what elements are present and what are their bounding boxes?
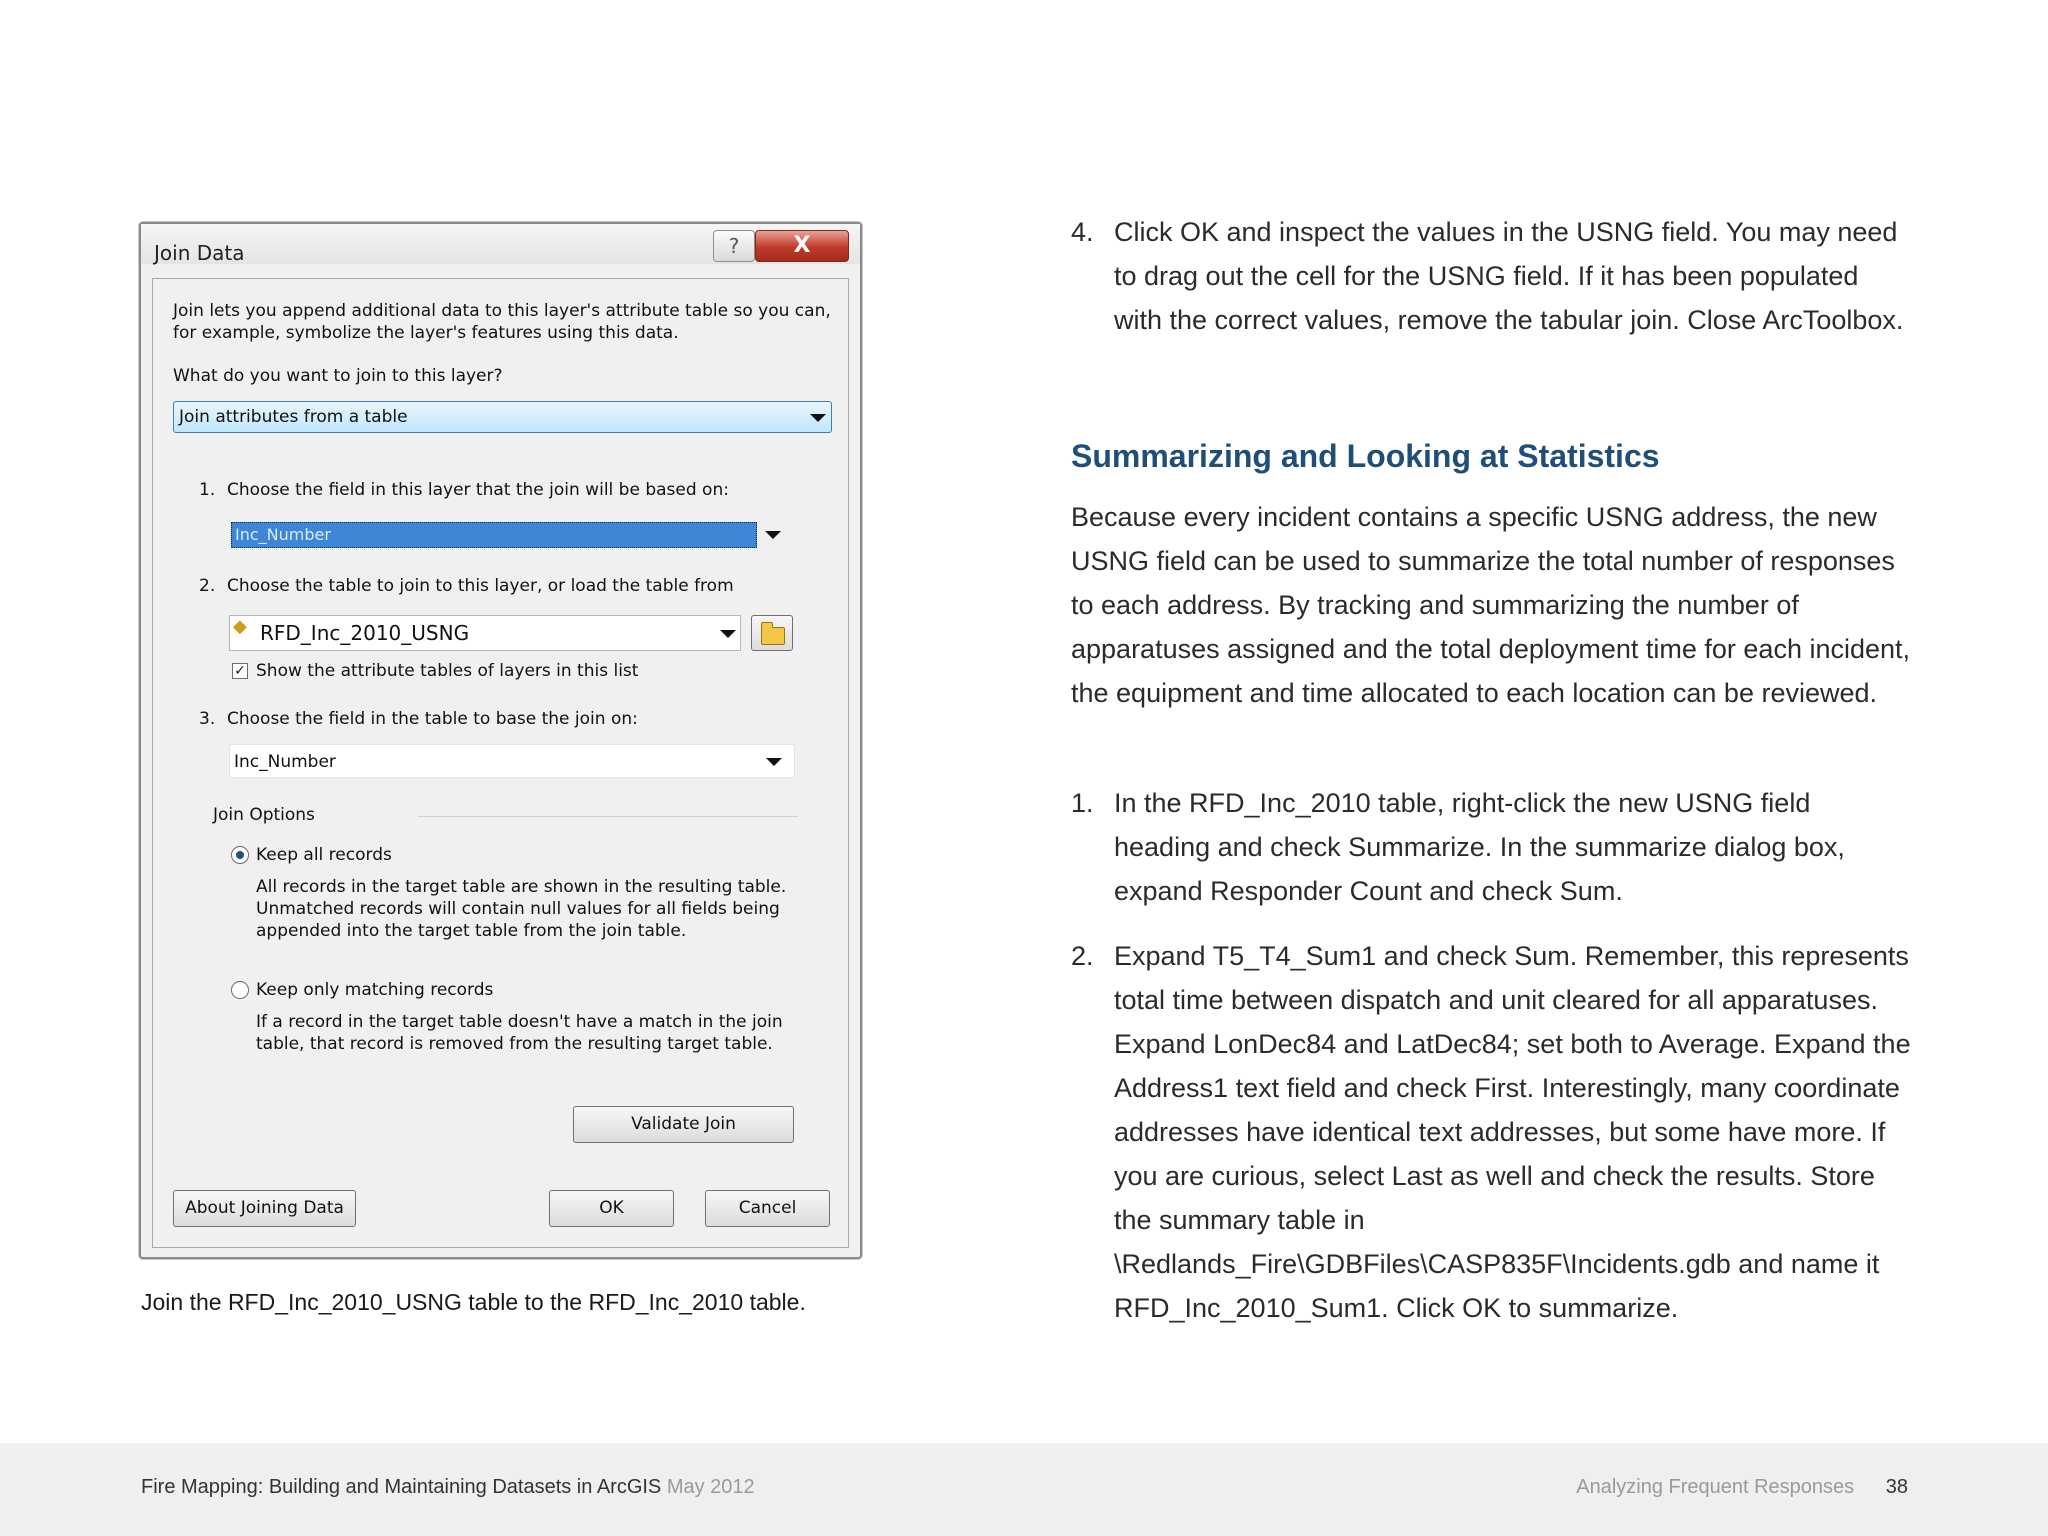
dialog-titlebar bbox=[141, 224, 860, 264]
keep-all-label: Keep all records bbox=[256, 845, 392, 865]
step2-label: Choose the table to join to this layer, or load the table from bbox=[227, 576, 734, 596]
about-joining-button[interactable]: About Joining Data bbox=[173, 1190, 356, 1227]
step-4-text: Click OK and inspect the values in the USNG field. You may need to drag out the cell for the USNG field. If it has been populated with the correct values, remove the tabular join. Close ArcToolbox. bbox=[1114, 217, 1904, 335]
join-type-dropdown[interactable] bbox=[173, 401, 832, 433]
chevron-down-icon bbox=[810, 414, 826, 422]
list-item-text: In the RFD_Inc_2010 table, right-click the new USNG field heading and check Summarize. In the summarize dialog box, expand Responder Count and check Sum. bbox=[1114, 788, 1845, 906]
join-table-dropdown[interactable] bbox=[229, 615, 741, 651]
layer-field-value: Inc_Number bbox=[235, 525, 331, 544]
step-4 bbox=[1071, 210, 1911, 342]
layer-field-selected bbox=[231, 522, 757, 548]
join-table-field-dropdown[interactable] bbox=[229, 744, 795, 778]
keep-all-desc-1: All records in the target table are shown in the resulting table. bbox=[256, 877, 787, 897]
footer-title: Fire Mapping: Building and Maintaining Datasets in ArcGIS bbox=[141, 1476, 662, 1498]
join-options-divider bbox=[418, 816, 798, 817]
footer-publication bbox=[141, 1476, 755, 1499]
ok-button[interactable]: OK bbox=[549, 1190, 674, 1227]
folder-icon bbox=[761, 627, 785, 645]
show-attr-tables-checkbox[interactable]: ✓ bbox=[232, 663, 248, 679]
chevron-down-icon bbox=[720, 630, 736, 638]
keep-all-desc-2: Unmatched records will contain null values for all fields being bbox=[256, 899, 780, 919]
help-icon: ? bbox=[728, 234, 740, 258]
cancel-button[interactable]: Cancel bbox=[705, 1190, 830, 1227]
table-icon: ◆ bbox=[233, 616, 247, 637]
step3-label: Choose the field in the table to base the join on: bbox=[227, 709, 638, 729]
intro-paragraph: Because every incident contains a specific USNG address, the new USNG field can be used to summarize the total number of responses to each address. By tracking and summarizing the number of apparatuses assigned and the total deployment time for each incident, the equipment and time allocated to each location can be reviewed. bbox=[1071, 502, 1911, 708]
list-item bbox=[1071, 781, 1911, 913]
footer-date: May 2012 bbox=[666, 1476, 755, 1498]
step3-number: 3. bbox=[199, 709, 216, 729]
close-icon: X bbox=[793, 233, 811, 258]
list-item-number: 1. bbox=[1071, 788, 1094, 818]
intro-line-2: for example, symbolize the layer's features using this data. bbox=[173, 323, 679, 343]
show-attr-tables-label: Show the attribute tables of layers in this list bbox=[256, 661, 639, 681]
footer-section-title: Analyzing Frequent Responses bbox=[1576, 1476, 1855, 1498]
intro-line-1: Join lets you append additional data to this layer's attribute table so you can, bbox=[173, 301, 831, 321]
chevron-down-icon bbox=[765, 531, 781, 539]
figure-caption: Join the RFD_Inc_2010_USNG table to the RFD_Inc_2010 table. bbox=[141, 1289, 806, 1315]
join-table-field-value: Inc_Number bbox=[234, 752, 336, 772]
chevron-down-icon bbox=[766, 758, 782, 766]
page-number: 38 bbox=[1885, 1476, 1908, 1498]
layer-field-dropdown[interactable] bbox=[231, 519, 785, 551]
join-table-value: RFD_Inc_2010_USNG bbox=[260, 621, 470, 645]
validate-join-button[interactable]: Validate Join bbox=[573, 1106, 794, 1143]
keep-all-desc-3: appended into the target table from the join table. bbox=[256, 921, 687, 941]
page-footer bbox=[0, 1443, 2048, 1536]
keep-matching-label: Keep only matching records bbox=[256, 980, 494, 1000]
help-button[interactable] bbox=[713, 230, 755, 262]
keep-all-radio[interactable] bbox=[231, 846, 249, 864]
join-data-dialog bbox=[139, 222, 862, 1259]
join-type-value: Join attributes from a table bbox=[179, 407, 408, 427]
browse-table-button[interactable] bbox=[751, 615, 793, 651]
close-button[interactable] bbox=[755, 230, 849, 262]
step2-number: 2. bbox=[199, 576, 216, 596]
keep-matching-desc-1: If a record in the target table doesn't have a match in the join bbox=[256, 1012, 783, 1032]
keep-matching-radio[interactable] bbox=[231, 981, 249, 999]
list-item-text: Expand T5_T4_Sum1 and check Sum. Remember, this represents total time between dispatch and unit cleared for all apparatuses. Expand LonDec84 and LatDec84; set both to Average. Expand the Address1 text field and check First. Interestingly, many coordinate addresses have identical text addresses, but some have more. If you are curious, select Last as well and check the results. Store the summary table in \Redlands_Fire\GDBFiles\CASP835F\Incidents.gdb and name it RFD_Inc_2010_Sum1. Click OK to summarize. bbox=[1114, 941, 1911, 1323]
step1-label: Choose the field in this layer that the join will be based on: bbox=[227, 480, 729, 500]
step-4-number: 4. bbox=[1071, 217, 1094, 247]
keep-matching-desc-2: table, that record is removed from the resulting target table. bbox=[256, 1034, 773, 1054]
list-item bbox=[1071, 934, 1911, 1330]
dialog-title: Join Data bbox=[154, 241, 245, 265]
join-question: What do you want to join to this layer? bbox=[173, 366, 503, 386]
section-heading: Summarizing and Looking at Statistics bbox=[1071, 438, 1660, 474]
footer-section bbox=[1576, 1476, 1908, 1499]
list-item-number: 2. bbox=[1071, 941, 1094, 971]
dialog-body bbox=[152, 278, 849, 1248]
step1-number: 1. bbox=[199, 480, 216, 500]
join-options-label: Join Options bbox=[213, 805, 315, 825]
